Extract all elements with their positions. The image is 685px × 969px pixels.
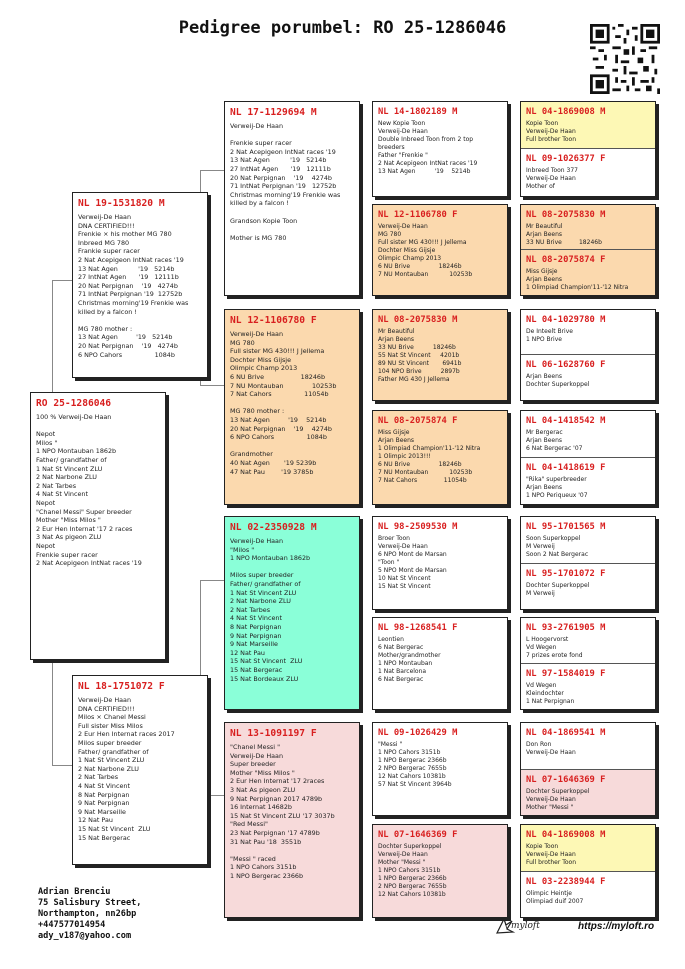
- pigeon-details: Verweij-De Haan Frenkie super racer 2 Nat Acepigeon IntNat races '19 13 Nat Agen '19 5214b 27 IntNat Agen '19 12111b 20 Nat Perpignan '19 4274b 71 IntNat Perpignan '19 12752b Christmas morning'19 Frenkie was killed by a falcon ! Grandson Kopie Toon Mother is MG 780: [230, 122, 341, 242]
- ring-number: NL 17-1129694 M: [230, 107, 317, 118]
- pigeon-details: "Messi " 1 NPO Cahors 3151b 1 NPO Bergerac 2366b 2 NPO Bergerac 7655b 12 Nat Cahors 10381b 57 Nat St Vincent 3964b: [378, 741, 452, 788]
- connector-line: [200, 385, 225, 386]
- ring-number: NL 98-2509530 M: [378, 522, 458, 532]
- pigeon-card-subject[interactable]: [30, 392, 166, 660]
- pigeon-details: "Rika" superbreeder Arjan Beens 1 NPO Periqueux '07: [526, 476, 588, 499]
- ring-number: NL 97-1584019 F: [526, 669, 606, 679]
- pigeon-card-gen5[interactable]: [521, 354, 655, 400]
- ring-number: NL 04-1869008 M: [526, 107, 606, 117]
- pigeon-details: L Hoogervorst Vd Wegen 7 prizes erote fond: [526, 636, 583, 659]
- website-link[interactable]: https://myloft.ro: [578, 921, 655, 932]
- ring-number: NL 14-1802189 M: [378, 107, 458, 117]
- owner-name: Adrian Brenciu: [38, 887, 111, 897]
- pigeon-details: Kopie Toon Verweij-De Haan Full brother Toon: [526, 120, 576, 143]
- brand-name: myloft: [511, 921, 540, 931]
- ring-number: NL 04-1029780 M: [526, 315, 606, 325]
- pigeon-card-gen5[interactable]: [521, 618, 655, 663]
- pigeon-pair-gen5: [520, 410, 656, 505]
- pigeon-pair-gen5: [520, 824, 656, 918]
- pigeon-card-dam[interactable]: [72, 675, 208, 865]
- ring-number: NL 03-2238944 F: [526, 877, 606, 887]
- pigeon-card-gen5[interactable]: [521, 205, 655, 249]
- ring-number: NL 09-1026429 M: [378, 728, 458, 738]
- qr-code: [590, 24, 660, 94]
- ring-number: NL 18-1751072 F: [78, 681, 165, 692]
- pigeon-details: "Chanel Messi " Verweij-De Haan Super breeder Mother "Miss Milos " 2 Eur Hen Internat '17 2races 3 Nat As pigeon ZLU 9 Nat Perpignan 2017 4789b 16 Internat 14682b 15 Nat St Vincent ZLU '17 3037b "Red Messi" 23 Nat Perpignan '17 4789b 31 Nat Pau '18 3551b "Messi " raced 1 NPO Cahors 3151b 1 NPO Bergerac 2366b: [230, 743, 335, 880]
- connector-line: [52, 280, 53, 395]
- ring-number: NL 95-1701072 F: [526, 569, 606, 579]
- pigeon-details: Mr Beautiful Arjan Beens 33 NU Brive 18246b 55 Nat St Vincent 4201b 89 NU St Vincent 6941b 104 NPO Brive 2897b Father MG 430 J Jellema: [378, 328, 462, 383]
- ring-number: NL 93-2761905 M: [526, 623, 606, 633]
- ring-number: NL 07-1646369 F: [378, 830, 458, 840]
- pigeon-details: Miss Gijsje Arjan Beens 1 Olimpiad Champion'11-'12 Nitra 1 Olimpic 2013!!! 6 NU Brive 18246b 7 NU Montauban 10253b 7 Nat Cahors 11054b: [378, 429, 481, 484]
- pigeon-details: Vd Wegen Kleindochter 1 Nat Perpignan: [526, 682, 575, 705]
- pigeon-card-gen5[interactable]: [521, 517, 655, 563]
- ring-number: NL 04-1869541 M: [526, 728, 606, 738]
- pigeon-pair-gen5: [520, 309, 656, 401]
- ring-number: NL 12-1106780 F: [230, 315, 317, 326]
- ring-number: NL 04-1418619 F: [526, 463, 606, 473]
- pigeon-card-gen5[interactable]: [521, 663, 655, 709]
- pigeon-details: Verweij-De Haan MG 780 Full sister MG 430!!! J Jellema Dochter Miss Gijsje Olimpic Champ 2013 6 NU Brive 18246b 7 NU Montauban 10253b: [378, 223, 473, 278]
- owner-street: 75 Salisbury Street,: [38, 898, 142, 908]
- pigeon-card-gen4[interactable]: [372, 617, 508, 710]
- pigeon-card-gen4[interactable]: [372, 516, 508, 610]
- pigeon-card-sire-sire[interactable]: [224, 101, 360, 296]
- pigeon-details: Verweij-De Haan DNA CERTIFIED!!! Milos × Chanel Messi Full sister Miss Milos 2 Eur Hen Internat races 2017 Milos super breeder Father/ grandfather of 1 Nat St Vincent ZLU 2 Nat Narbone ZLU 2 Nat Tarbes 4 Nat St Vincent 8 Nat Perpignan 9 Nat Perpignan 9 Nat Marseille 12 Nat Pau 15 Nat St Vincent ZLU 15 Nat Bergerac: [78, 696, 175, 842]
- pigeon-details: Verweij-De Haan DNA CERTIFIED!!! Frenkie × his mother MG 780 Inbreed MG 780 Frankie super racer 2 Nat Acepigeon IntNat races '19 13 Nat Agen '19 5214b 27 IntNat Agen '19 12111b 20 Nat Perpignan '19 4274b 71 IntNat Perpignan '19 12752b Christmas morning'19 Frenkie was killed by a falcon ! MG 780 mother : 13 Nat Agen '19 5214b 20 Nat Perpignan '19 4274b 6 NPO Cahors 1084b: [78, 213, 189, 359]
- pigeon-card-gen5[interactable]: [521, 723, 655, 769]
- pigeon-card-dam-sire[interactable]: [224, 516, 360, 710]
- pigeon-details: Olimpic Heintje Olimpiad duif 2007: [526, 890, 584, 905]
- pigeon-card-gen4[interactable]: [372, 824, 508, 918]
- pigeon-card-gen4[interactable]: [372, 101, 508, 197]
- pigeon-pair-gen5: [520, 617, 656, 710]
- pigeon-details: Mr Beautiful Arjan Beens 33 NU Brive 18246b: [526, 223, 602, 246]
- ring-number: NL 04-1418542 M: [526, 416, 606, 426]
- ring-number: NL 02-2350928 M: [230, 522, 317, 533]
- ring-number: NL 13-1091197 F: [230, 728, 317, 739]
- pigeon-details: Kopie Toon Verweij-De Haan Full brother Toon: [526, 843, 576, 866]
- ring-number: RO 25-1286046: [36, 398, 112, 409]
- pigeon-details: Soon Superkoppel M Verweij Soon 2 Nat Bergerac: [526, 535, 589, 558]
- ring-number: NL 12-1106780 F: [378, 210, 458, 220]
- pigeon-details: Miss Gijsje Arjan Beens 1 Olimpiad Champion'11-'12 Nitra: [526, 268, 629, 291]
- connector-line: [52, 660, 53, 765]
- pigeon-pair-gen5: [520, 722, 656, 816]
- pigeon-details: Verweij-De Haan MG 780 Full sister MG 430!!! J Jellema Dochter Miss Gijsje Olimpic Champ 2013 6 NU Brive 18246b 7 NU Montauban 10253b 7 Nat Cahors 11054b MG 780 mother : 13 Nat Agen '19 5214b 20 Nat Perpignan '19 4274b 6 NPO Cahors 1084b Grandmother 40 Nat Agen '19 5239b 47 Nat Pau '19 3785b: [230, 330, 337, 476]
- connector-line: [52, 765, 72, 766]
- pigeon-details: Dochter Superkoppel M Verweij: [526, 582, 590, 597]
- pigeon-card-sire[interactable]: [72, 192, 208, 378]
- ring-number: NL 07-1646369 F: [526, 775, 606, 785]
- ring-number: NL 08-2075874 F: [526, 255, 606, 265]
- pigeon-details: De Inteelt Brive 1 NPO Brive: [526, 328, 573, 343]
- ring-number: NL 06-1628760 F: [526, 360, 606, 370]
- owner-phone: +447577014954: [38, 920, 106, 930]
- pigeon-details: Dochter Superkoppel Verweij-De Haan Mother "Messi " 1 NPO Cahors 3151b 1 NPO Bergerac 2366b 2 NPO Bergerac 7655b 12 Nat Cahors 10381b: [378, 843, 447, 898]
- ring-number: NL 09-1026377 F: [526, 154, 606, 164]
- pigeon-details: Arjan Beens Dochter Superkoppel: [526, 373, 590, 388]
- pigeon-details: Broer Toon Verweij-De Haan 6 NPO Mont de Marsan "Toon " 5 NPO Mont de Marsan 10 Nat St Vincent 15 Nat St Vincent: [378, 535, 447, 590]
- pigeon-card-gen5[interactable]: [521, 102, 655, 148]
- pigeon-card-gen5[interactable]: [521, 457, 655, 504]
- pigeon-details: Inbreed Toon 377 Verweij-De Haan Mother of: [526, 167, 578, 190]
- page-title: Pedigree porumbel: RO 25-1286046: [178, 18, 507, 38]
- pigeon-card-sire-dam[interactable]: [224, 309, 360, 505]
- connector-line: [200, 580, 225, 581]
- ring-number: NL 08-2075830 M: [526, 210, 606, 220]
- owner-email: ady_v187@yahoo.com: [38, 931, 132, 941]
- ring-number: NL 08-2075830 M: [378, 315, 458, 325]
- pigeon-details: Verweij-De Haan "Milos " 1 NPO Montauban 1862b Milos super breeder Father/ grandfather of 1 Nat St Vincent ZLU 2 Nat Narbone ZLU 2 Nat Tarbes 4 Nat St Vincent 8 Nat Perpignan 9 Nat Perpignan 9 Nat Marseille 12 Nat Pau 15 Nat St Vincent ZLU 15 Nat Bergerac 15 Nat Bordeaux ZLU: [230, 537, 311, 683]
- pigeon-details: Don Ron Verweij-De Haan: [526, 741, 576, 756]
- owner-city: Northampton, nn26bp: [38, 909, 137, 919]
- pigeon-card-gen5[interactable]: [521, 249, 655, 295]
- pigeon-card-dam-dam[interactable]: [224, 722, 360, 918]
- pigeon-pair-gen5: [520, 516, 656, 610]
- ring-number: NL 04-1869008 M: [526, 830, 606, 840]
- pigeon-card-gen5[interactable]: [521, 871, 655, 917]
- connector-line: [52, 280, 72, 281]
- ring-number: NL 98-1268541 F: [378, 623, 458, 633]
- owner-contact: [38, 887, 141, 942]
- pigeon-card-gen4[interactable]: [372, 309, 508, 401]
- pigeon-card-gen4[interactable]: [372, 204, 508, 296]
- pigeon-pair-gen5: [520, 101, 656, 197]
- pigeon-details: Leontien 6 Nat Bergerac Mother/grandmother 1 NPO Montauban 1 Nat Barcelona 6 Nat Bergerac: [378, 636, 441, 683]
- ring-number: NL 95-1701565 M: [526, 522, 606, 532]
- pigeon-card-gen5[interactable]: [521, 563, 655, 609]
- pigeon-card-gen5[interactable]: [521, 825, 655, 871]
- pigeon-card-gen4[interactable]: [372, 410, 508, 505]
- pigeon-details: New Kopie Toon Verweij-De Haan Double Inbreed Toon from 2 top breeders Father "Frenkie " 2 Nat Acepigeon IntNat races '19 13 Nat Agen '19 5214b: [378, 120, 478, 175]
- pigeon-pair-gen5: [520, 204, 656, 296]
- pigeon-details: Dochter Superkoppel Verweij-De Haan Mother "Messi ": [526, 788, 590, 811]
- pigeon-details: 100 % Verweij-De Haan Nepot Milos " 1 NPO Montauban 1862b Father/ grandfather of 1 Nat St Vincent ZLU 2 Nat Narbone ZLU 2 Nat Tarbes 4 Nat St Vincent Nepot "Chanel Messi" Super breeder Mother "Miss Milos " 2 Eur Hen Internat '17 2 races 3 Nat As pigeon ZLU Nepot Frenkie super racer 2 Nat Acepigeon IntNat races '19: [36, 413, 142, 568]
- ring-number: NL 08-2075874 F: [378, 416, 458, 426]
- connector-line: [200, 170, 225, 171]
- pigeon-details: Mr Bergerac Arjan Beens 6 Nat Bergerac '07: [526, 429, 583, 452]
- pigeon-card-gen4[interactable]: [372, 722, 508, 816]
- pigeon-card-gen5[interactable]: [521, 411, 655, 457]
- pigeon-card-gen5[interactable]: [521, 769, 655, 815]
- pigeon-card-gen5[interactable]: [521, 310, 655, 354]
- ring-number: NL 19-1531820 M: [78, 198, 165, 209]
- pigeon-card-gen5[interactable]: [521, 148, 655, 196]
